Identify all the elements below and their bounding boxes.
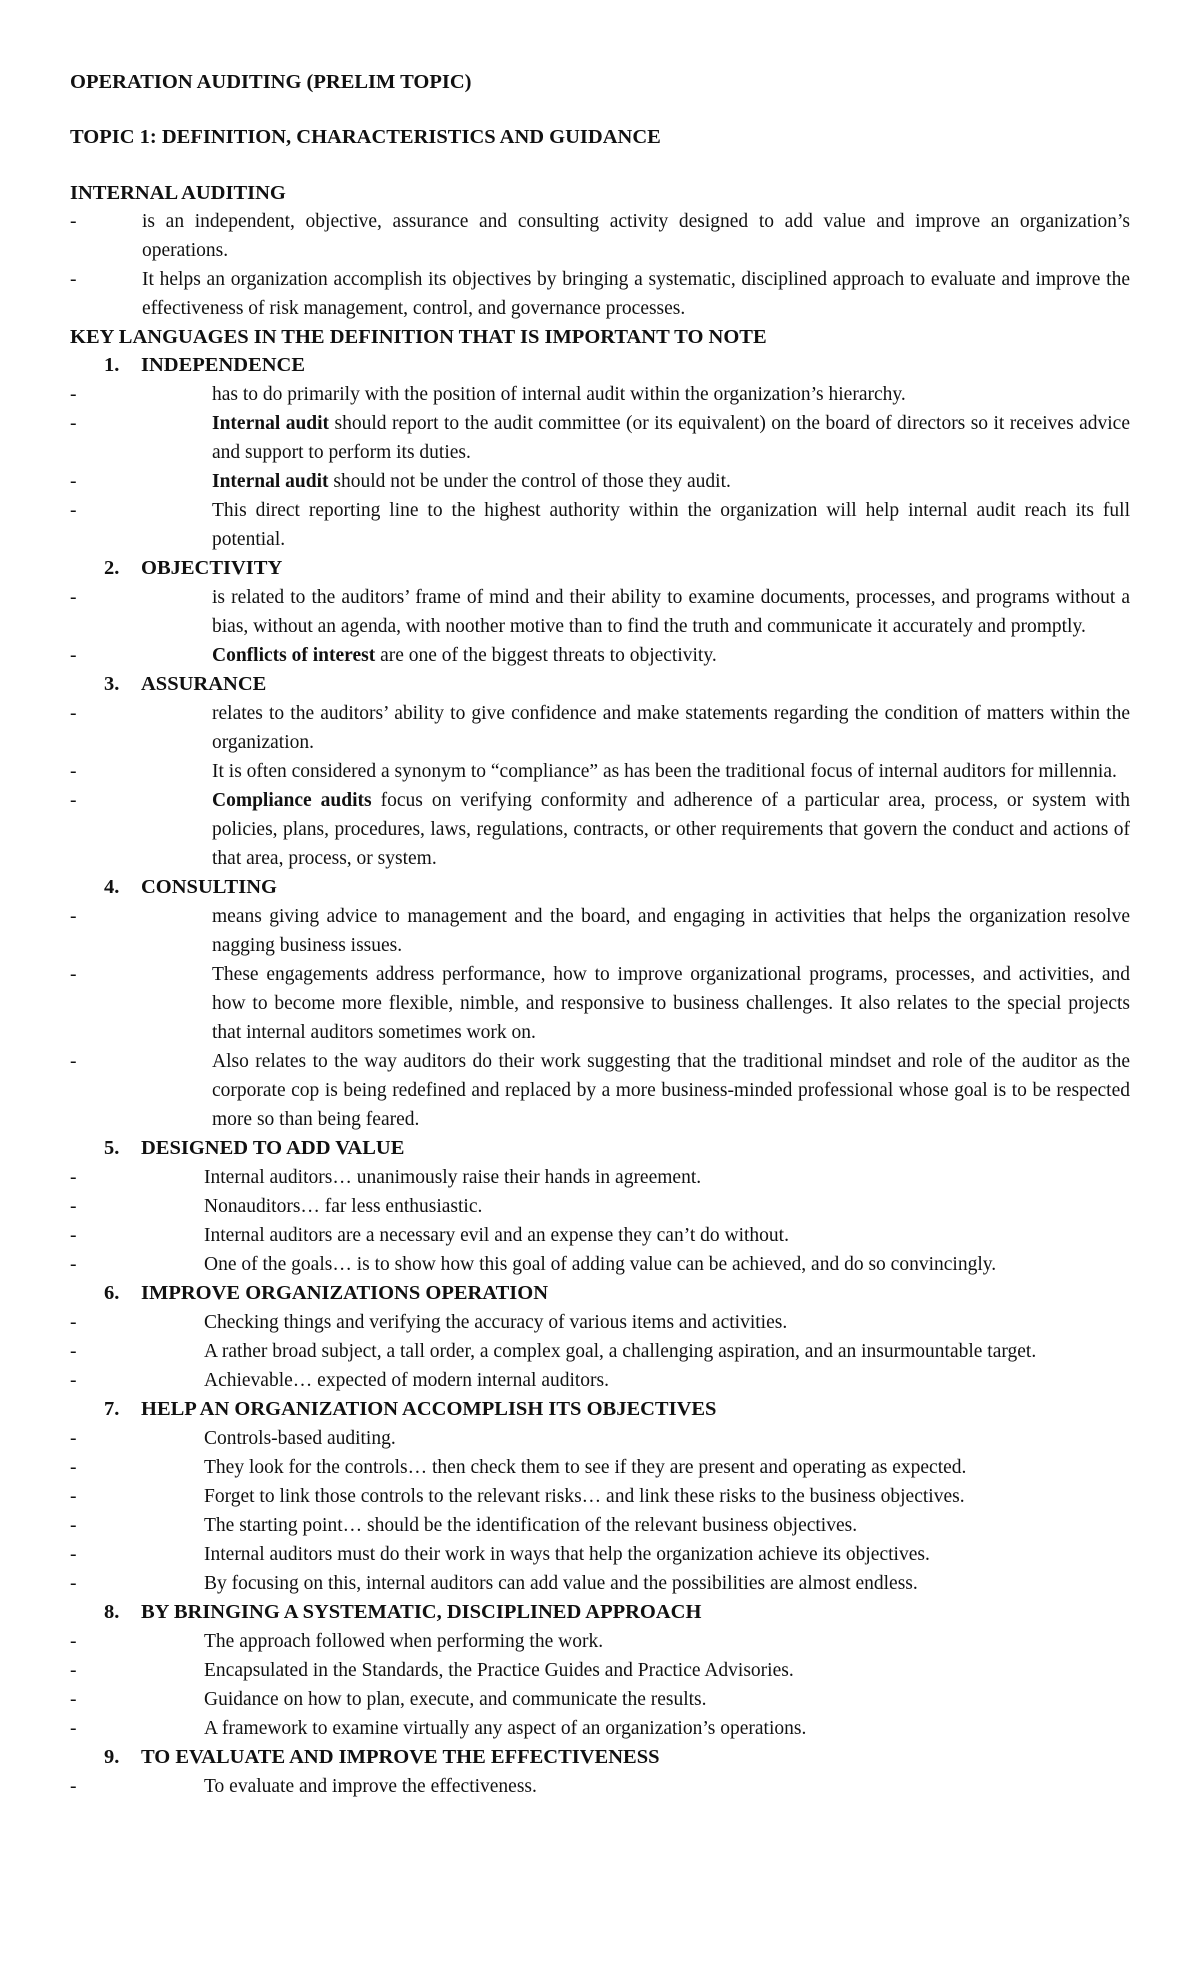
dash-bullet-icon: - xyxy=(70,500,77,521)
dash-bullet-icon: - xyxy=(70,1515,77,1536)
dash-bullet-icon: - xyxy=(70,1776,77,1797)
bullet-text: A framework to examine virtually any aspect of an organization’s operations. xyxy=(204,1718,807,1739)
key-item-number: 6. xyxy=(104,1282,120,1304)
key-item xyxy=(70,554,1130,670)
key-item-number: 5. xyxy=(104,1137,120,1159)
list-item xyxy=(70,409,1130,467)
dash-bullet-icon: - xyxy=(70,1660,77,1681)
list-item: - It helps an organization accomplish its objectives by bringing a systematic, disciplined approach to evaluate and improve the effectiveness of risk management, control, and governance processes. xyxy=(70,265,1130,323)
list-item xyxy=(70,1772,1130,1801)
list-item xyxy=(70,1424,1130,1453)
bullet-text: Achievable… expected of modern internal auditors. xyxy=(204,1370,610,1391)
key-item xyxy=(70,351,1130,554)
list-item xyxy=(70,641,1130,670)
key-item-bullets xyxy=(70,380,1130,554)
key-item-heading xyxy=(70,1743,1130,1772)
document-title: OPERATION AUDITING (PRELIM TOPIC) xyxy=(70,71,472,93)
list-item xyxy=(70,1569,1130,1598)
bullet-text: These engagements address performance, how to improve organizational programs, processes, and activities, and how to become more flexible, nimble, and responsive to business challenges. It also relates to the special projects that internal auditors sometimes work on. xyxy=(212,964,1130,1043)
bullet-text: Internal auditors are a necessary evil and an expense they can’t do without. xyxy=(204,1225,789,1246)
bullet-text: The approach followed when performing the work. xyxy=(204,1631,604,1652)
list-item xyxy=(70,1366,1130,1395)
key-item-number: 4. xyxy=(104,876,120,898)
list-item xyxy=(70,699,1130,757)
key-item-heading xyxy=(70,1598,1130,1627)
list-item xyxy=(70,467,1130,496)
key-item xyxy=(70,1279,1130,1395)
bullet-text: relates to the auditors’ ability to give confidence and make statements regarding the condition of matters within the organization. xyxy=(212,703,1130,753)
bold-term: Conflicts of interest xyxy=(212,645,376,666)
bullet-text: means giving advice to management and the board, and engaging in activities that helps the organization resolve nagging business issues. xyxy=(212,906,1130,956)
dash-bullet-icon: - xyxy=(70,645,77,666)
key-item-number: 2. xyxy=(104,557,120,579)
bullet-text: Encapsulated in the Standards, the Practice Guides and Practice Advisories. xyxy=(204,1660,794,1681)
list-item xyxy=(70,380,1130,409)
key-item-title: TO EVALUATE AND IMPROVE THE EFFECTIVENESS xyxy=(141,1746,660,1768)
dash-bullet-icon: - xyxy=(70,1051,77,1072)
dash-bullet-icon: - xyxy=(70,1428,77,1449)
dash-bullet-icon: - xyxy=(70,964,77,985)
list-item xyxy=(70,902,1130,960)
key-item-heading xyxy=(70,1134,1130,1163)
bullet-text: Controls-based auditing. xyxy=(204,1428,396,1449)
list-item xyxy=(70,1482,1130,1511)
dash-bullet-icon: - xyxy=(70,1196,77,1217)
dash-bullet-icon: - xyxy=(70,1573,77,1594)
key-item-bullets xyxy=(70,1163,1130,1279)
list-item xyxy=(70,1047,1130,1134)
key-item xyxy=(70,670,1130,873)
dash-bullet-icon: - xyxy=(70,1312,77,1333)
internal-auditing-heading: INTERNAL AUDITING xyxy=(70,182,286,204)
list-item xyxy=(70,1714,1130,1743)
dash-bullet-icon: - xyxy=(70,1631,77,1652)
bullet-text: Forget to link those controls to the relevant risks… and link these risks to the business objectives. xyxy=(204,1486,965,1507)
list-item xyxy=(70,786,1130,873)
dash-bullet-icon: - xyxy=(70,1689,77,1710)
dash-bullet-icon: - xyxy=(70,906,77,927)
bullet-text: Nonauditors… far less enthusiastic. xyxy=(204,1196,483,1217)
key-item-number: 9. xyxy=(104,1746,120,1768)
key-item-heading xyxy=(70,351,1130,380)
key-item-bullets xyxy=(70,583,1130,670)
bullet-text: Internal auditors must do their work in ways that help the organization achieve its objectives. xyxy=(204,1544,930,1565)
bold-term: Internal audit xyxy=(212,471,329,492)
bullet-text: Guidance on how to plan, execute, and communicate the results. xyxy=(204,1689,707,1710)
list-item xyxy=(70,1308,1130,1337)
bullet-text: This direct reporting line to the highest authority within the organization will help internal audit reach its full potential. xyxy=(212,500,1130,550)
dash-bullet-icon: - xyxy=(70,1225,77,1246)
key-item-number: 3. xyxy=(104,673,120,695)
key-item-bullets xyxy=(70,1424,1130,1598)
list-item xyxy=(70,583,1130,641)
dash-bullet-icon: - xyxy=(70,269,77,290)
bullet-text: By focusing on this, internal auditors can add value and the possibilities are almost endless. xyxy=(204,1573,918,1594)
key-item-heading xyxy=(70,554,1130,583)
key-item-title: IMPROVE ORGANIZATIONS OPERATION xyxy=(141,1282,548,1304)
key-item-number: 1. xyxy=(104,354,120,376)
key-item xyxy=(70,1743,1130,1801)
list-item xyxy=(70,1453,1130,1482)
key-item-number: 7. xyxy=(104,1398,120,1420)
bullet-text: A rather broad subject, a tall order, a complex goal, a challenging aspiration, and an insurmountable target. xyxy=(204,1341,1037,1362)
key-item-bullets xyxy=(70,1627,1130,1743)
bullet-text: has to do primarily with the position of internal audit within the organization’s hierarchy. xyxy=(212,384,906,405)
bullet-text: To evaluate and improve the effectiveness. xyxy=(204,1776,537,1797)
dash-bullet-icon: - xyxy=(70,587,77,608)
key-item-heading xyxy=(70,873,1130,902)
list-item xyxy=(70,1511,1130,1540)
bullet-text: It is often considered a synonym to “compliance” as has been the traditional focus of internal auditors for millennia. xyxy=(212,761,1117,782)
list-item xyxy=(70,757,1130,786)
list-item xyxy=(70,1627,1130,1656)
bullet-text: One of the goals… is to show how this goal of adding value can be achieved, and do so convincingly. xyxy=(204,1254,997,1275)
key-item-title: DESIGNED TO ADD VALUE xyxy=(141,1137,405,1159)
dash-bullet-icon: - xyxy=(70,761,77,782)
key-item-number: 8. xyxy=(104,1601,120,1623)
dash-bullet-icon: - xyxy=(70,384,77,405)
list-item xyxy=(70,1163,1130,1192)
key-item xyxy=(70,873,1130,1134)
list-item xyxy=(70,1337,1130,1366)
key-item-heading xyxy=(70,670,1130,699)
dash-bullet-icon: - xyxy=(70,1544,77,1565)
dash-bullet-icon: - xyxy=(70,703,77,724)
list-item xyxy=(70,496,1130,554)
key-languages-list xyxy=(70,351,1130,1801)
dash-bullet-icon: - xyxy=(70,1486,77,1507)
key-item-title: ASSURANCE xyxy=(141,673,267,695)
dash-bullet-icon: - xyxy=(70,790,77,811)
key-languages-heading: KEY LANGUAGES IN THE DEFINITION THAT IS IMPORTANT TO NOTE xyxy=(70,326,767,348)
dash-bullet-icon: - xyxy=(70,471,77,492)
key-item-title: INDEPENDENCE xyxy=(141,354,306,376)
bold-term: Compliance audits xyxy=(212,790,372,811)
dash-bullet-icon: - xyxy=(70,1167,77,1188)
bullet-text: is related to the auditors’ frame of mind and their ability to examine documents, processes, and programs without a bias, without an agenda, with noother motive than to find the truth and communicate it accurately and promptly. xyxy=(212,587,1130,637)
list-item xyxy=(70,1221,1130,1250)
bullet-text: Also relates to the way auditors do their work suggesting that the traditional mindset and role of the auditor as the corporate cop is being redefined and replaced by a more business-minded professional whose goal is to be respected more so than being feared. xyxy=(212,1051,1130,1130)
key-item-title: HELP AN ORGANIZATION ACCOMPLISH ITS OBJECTIVES xyxy=(141,1398,717,1420)
dash-bullet-icon: - xyxy=(70,1341,77,1362)
key-item xyxy=(70,1395,1130,1598)
list-item: - is an independent, objective, assurance and consulting activity designed to add value and improve an organization’s operations. xyxy=(70,207,1130,265)
key-item-bullets xyxy=(70,902,1130,1134)
bullet-text: The starting point… should be the identification of the relevant business objectives. xyxy=(204,1515,858,1536)
list-item xyxy=(70,1540,1130,1569)
bullet-text: focus on verifying conformity and adherence of a particular area, process, or system with policies, plans, procedures, laws, regulations, contracts, or other requirements that govern the conduct and actions of that area, process, or system. xyxy=(212,790,1130,869)
dash-bullet-icon: - xyxy=(70,1254,77,1275)
key-item-bullets xyxy=(70,1308,1130,1395)
bullet-text: They look for the controls… then check them to see if they are present and operating as expected. xyxy=(204,1457,967,1478)
dash-bullet-icon: - xyxy=(70,1457,77,1478)
list-item xyxy=(70,1192,1130,1221)
bullet-text: Checking things and verifying the accuracy of various items and activities. xyxy=(204,1312,788,1333)
key-item-heading xyxy=(70,1395,1130,1424)
list-item xyxy=(70,1685,1130,1714)
bullet-text: should report to the audit committee (or its equivalent) on the board of directors so it receives advice and support to perform its duties. xyxy=(212,413,1130,463)
bullet-text: should not be under the control of those they audit. xyxy=(328,471,731,492)
dash-bullet-icon: - xyxy=(70,1718,77,1739)
list-item xyxy=(70,1250,1130,1279)
bold-term: Internal audit xyxy=(212,413,330,434)
list-item xyxy=(70,1656,1130,1685)
dash-bullet-icon: - xyxy=(70,413,77,434)
key-item-bullets xyxy=(70,1772,1130,1801)
key-item-title: OBJECTIVITY xyxy=(141,557,283,579)
dash-bullet-icon: - xyxy=(70,1370,77,1391)
bullet-text: Internal auditors… unanimously raise their hands in agreement. xyxy=(204,1167,702,1188)
key-item-title: CONSULTING xyxy=(141,876,277,898)
list-item xyxy=(70,960,1130,1047)
key-item-bullets xyxy=(70,699,1130,873)
key-item xyxy=(70,1598,1130,1743)
dash-bullet-icon: - xyxy=(70,211,77,232)
internal-auditing-list xyxy=(70,207,1130,323)
key-item xyxy=(70,1134,1130,1279)
topic-title: TOPIC 1: DEFINITION, CHARACTERISTICS AND GUIDANCE xyxy=(70,126,661,148)
key-item-title: BY BRINGING A SYSTEMATIC, DISCIPLINED APPROACH xyxy=(141,1601,702,1623)
key-item-heading xyxy=(70,1279,1130,1308)
bullet-text: are one of the biggest threats to objectivity. xyxy=(375,645,717,666)
